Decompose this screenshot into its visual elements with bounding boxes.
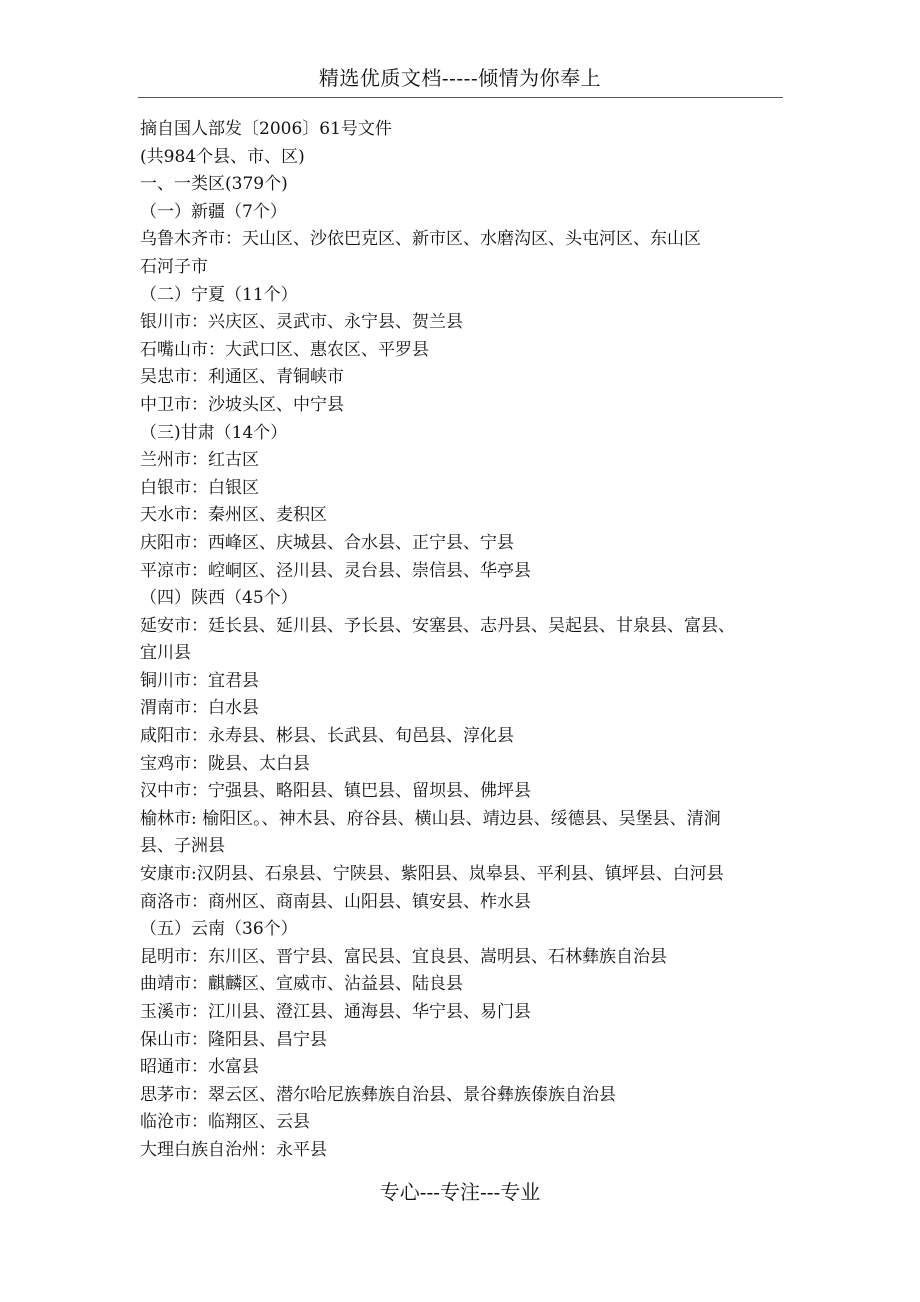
- page-header: 精选优质文档-----倾情为你奉上: [318, 66, 602, 90]
- text-line: 大理白族自治州：永平县: [140, 1139, 327, 1160]
- text-line: 铜川市：宜君县: [140, 670, 259, 691]
- text-line: 临沧市：临翔区、云县: [140, 1112, 310, 1133]
- text-line: 石河子市: [140, 256, 208, 277]
- text-line: 昆明市：东川区、晋宁县、富民县、宜良县、嵩明县、石林彝族自治县: [140, 946, 667, 967]
- text-line: 石嘴山市：大武口区、惠农区、平罗县: [140, 339, 429, 360]
- text-line: （五）云南（36个）: [140, 919, 298, 940]
- text-line: 平凉市：崆峒区、泾川县、灵台县、崇信县、华亭县: [140, 560, 531, 581]
- text-line: 思茅市：翠云区、潜尔哈尼族彝族自治县、景谷彝族傣族自治县: [140, 1084, 616, 1105]
- text-line: 汉中市：宁强县、略阳县、镇巴县、留坝县、佛坪县: [140, 781, 531, 802]
- text-line: （二）宁夏（11个）: [140, 284, 298, 305]
- text-line: 一、一类区(379个): [140, 174, 288, 195]
- document-body: [140, 116, 785, 1165]
- header-divider: [138, 97, 783, 98]
- text-line: 白银市：白银区: [140, 477, 259, 498]
- text-line: (共984个县、市、区): [140, 146, 305, 167]
- text-line: 延安市：廷长县、延川县、予长县、安塞县、志丹县、吴起县、甘泉县、富县、: [140, 615, 735, 636]
- text-line: 商洛市：商州区、商南县、山阳县、镇安县、柞水县: [140, 891, 531, 912]
- text-line: 庆阳市：西峰区、庆城县、合水县、正宁县、宁县: [140, 532, 514, 553]
- text-line: 玉溪市：江川县、澄江县、通海县、华宁县、易门县: [140, 1002, 531, 1022]
- text-line: 榆林市: 榆阳区。、神木县、府谷县、横山县、靖边县、绥德县、吴堡县、清涧: [140, 808, 721, 829]
- text-line: 渭南市：白水县: [140, 698, 259, 719]
- text-line: 昭通市：水富县: [140, 1057, 259, 1078]
- text-line: 银川市：兴庆区、灵武市、永宁县、贺兰县: [140, 312, 463, 333]
- text-line: 咸阳市：永寿县、彬县、长武县、旬邑县、淳化县: [140, 726, 514, 747]
- text-line: 宜川县: [140, 643, 191, 664]
- text-line: 县、子洲县: [140, 836, 225, 857]
- text-line: 摘自国人部发〔2006〕61号文件: [140, 119, 392, 139]
- text-line: 安康市:汉阴县、石泉县、宁陕县、紫阳县、岚皋县、平利县、镇坪县、白河县: [140, 864, 724, 885]
- text-line: 中卫市：沙坡头区、中宁县: [140, 394, 344, 415]
- text-line: 宝鸡市：陇县、太白县: [140, 753, 310, 774]
- text-line: 兰州市：红古区: [140, 450, 259, 471]
- text-line: 曲靖市：麒麟区、宣威市、沾益县、陆良县: [140, 974, 463, 995]
- text-line: （一）新疆（7个）: [140, 201, 287, 222]
- page-footer: 专心---专注---专业: [379, 1180, 541, 1204]
- text-line: 乌鲁木齐市：天山区、沙依巴克区、新市区、水磨沟区、头屯河区、东山区: [140, 229, 701, 250]
- text-line: 保山市：隆阳县、昌宁县: [140, 1029, 327, 1050]
- text-line: 天水市：秦州区、麦积区: [140, 505, 327, 526]
- text-line: （三)甘肃（14个）: [140, 422, 288, 443]
- text-line: 吴忠市：利通区、青铜峡市: [140, 367, 344, 388]
- text-line: （四）陕西（45个）: [140, 588, 298, 609]
